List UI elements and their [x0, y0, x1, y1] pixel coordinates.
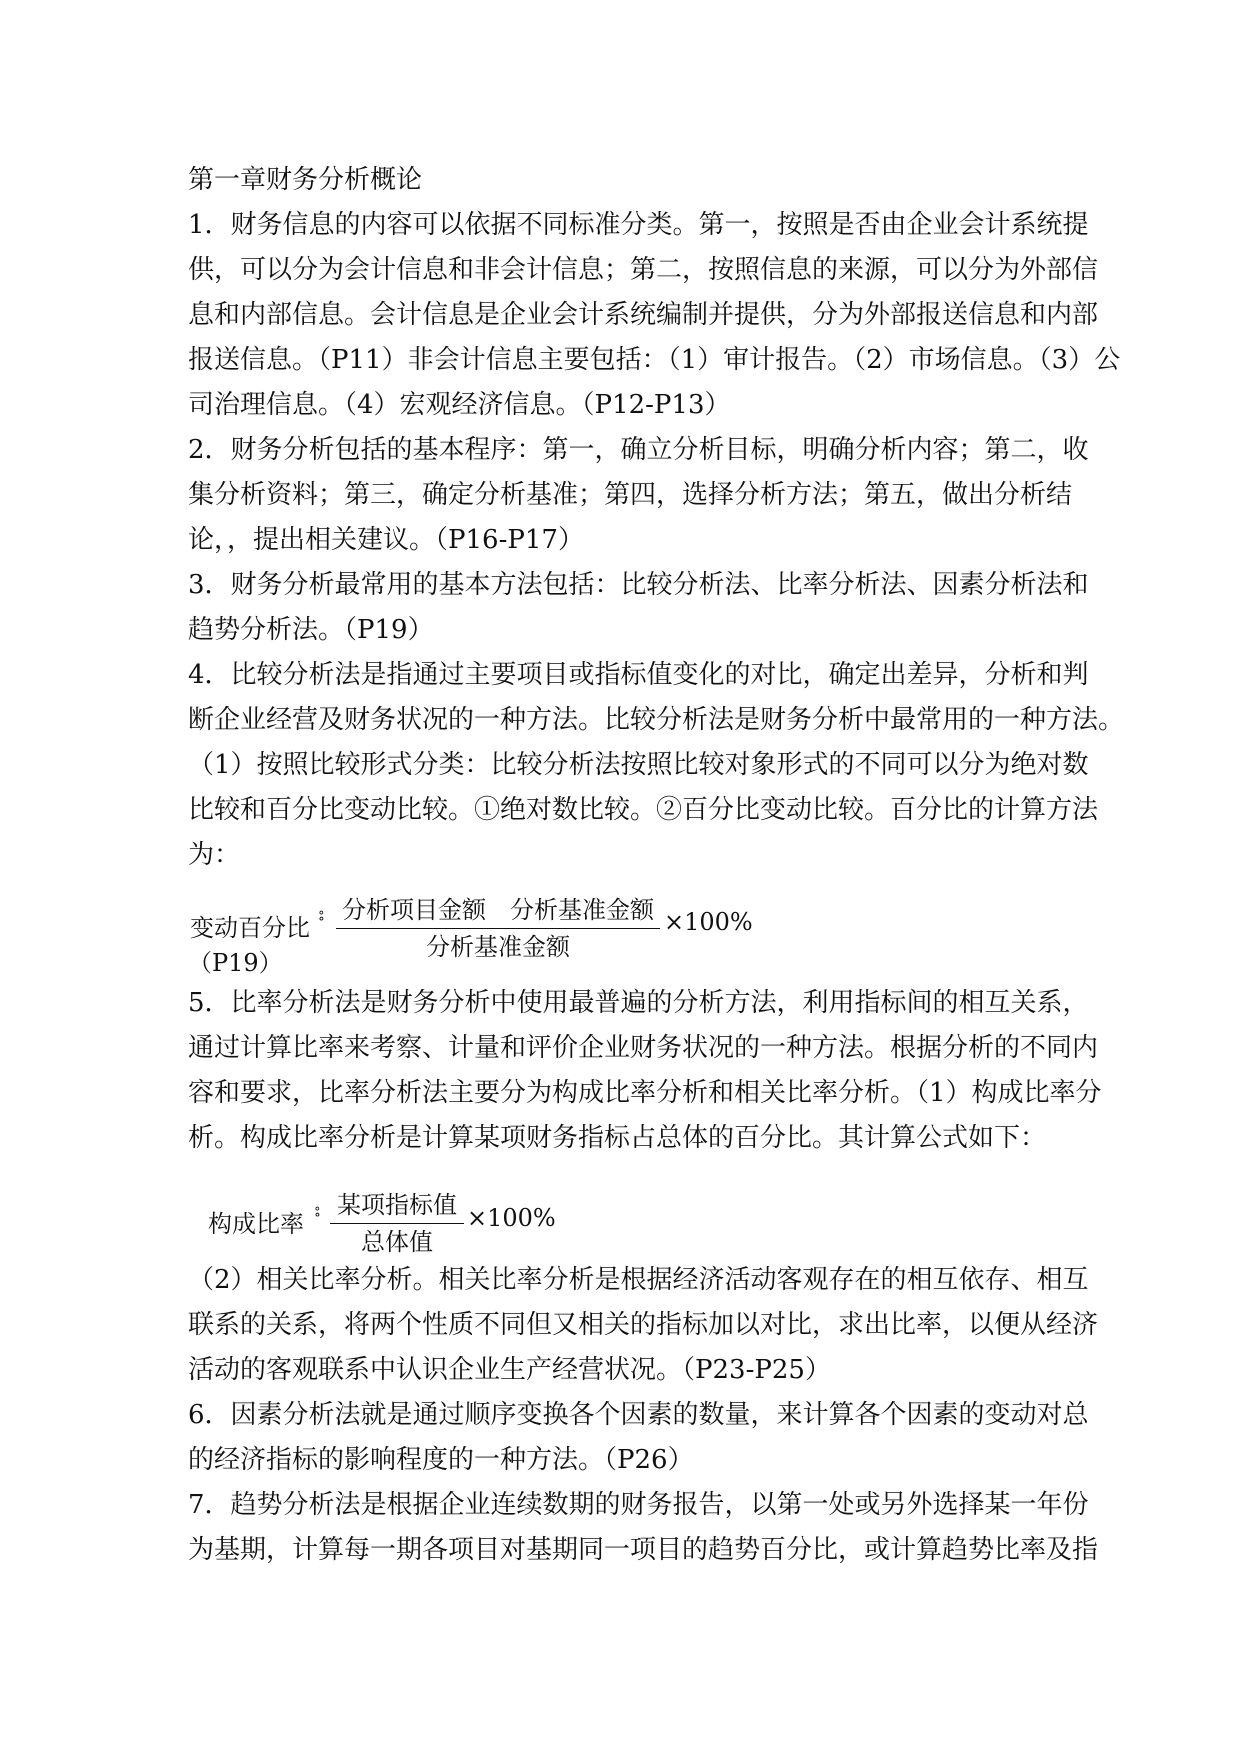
paragraph-4-line: （1）按照比较形式分类：比较分析法按照比较对象形式的不同可以分为绝对数 [188, 750, 1089, 780]
paragraph-1-line: 报送信息。（P11）非会计信息主要包括：（1）审计报告。（2）市场信息。（3）公 [188, 345, 1121, 375]
paragraph-5-line: 通过计算比率来考察、计量和评价企业财务状况的一种方法。根据分析的不同内 [188, 1033, 1099, 1063]
paragraph-2-line: 集分析资料；第三，确定分析基准；第四，选择分析方法；第五，做出分析结 [188, 480, 1073, 510]
formula-denominator: 总体值 [361, 1228, 433, 1256]
formula-lhs: 构成比率 [208, 1210, 304, 1238]
fraction-bar [330, 1223, 464, 1224]
paragraph-6-line: 的经济指标的影响程度的一种方法。（P26） [188, 1445, 694, 1475]
equals-sign: ∘̊ [314, 1207, 321, 1223]
paragraph-5-line: 容和要求，比率分析法主要分为构成比率分析和相关比率分析。（1）构成比率分 [188, 1078, 1102, 1108]
paragraph-1-line: 1．财务信息的内容可以依据不同标准分类。第一，按照是否由企业会计系统提 [188, 210, 1089, 240]
formula-lhs: 变动百分比 [190, 914, 310, 942]
equals-sign: ∘̊ [318, 911, 325, 927]
paragraph-5-line: 析。构成比率分析是计算某项财务指标占总体的百分比。其计算公式如下： [188, 1123, 1047, 1153]
paragraph-6-line: 6．因素分析法就是通过顺序变换各个因素的数量，来计算各个因素的变动对总 [188, 1400, 1089, 1430]
formula-multiplier: ×100% [664, 908, 753, 936]
paragraph-7-line: 7．趋势分析法是根据企业连续数期的财务报告，以第一处或另外选择某一年份 [188, 1490, 1089, 1520]
paragraph-5b-line: （2）相关比率分析。相关比率分析是根据经济活动客观存在的相互依存、相互 [188, 1265, 1089, 1295]
paragraph-1-line: 供，可以分为会计信息和非会计信息；第二，按照信息的来源，可以分为外部信 [188, 255, 1099, 285]
paragraph-2-line: 2．财务分析包括的基本程序：第一，确立分析目标，明确分析内容；第二，收 [188, 435, 1089, 465]
formula-multiplier: ×100% [467, 1204, 556, 1232]
paragraph-2-line: 论，，提出相关建议。（P16-P17） [188, 525, 584, 555]
paragraph-1-line: 司治理信息。（4）宏观经济信息。（P12-P13） [188, 390, 731, 420]
fraction-bar [336, 928, 660, 929]
chapter-title: 第一章财务分析概论 [188, 165, 423, 195]
paragraph-4-line: 4．比较分析法是指通过主要项目或指标值变化的对比，确定出差异，分析和判 [188, 660, 1089, 690]
paragraph-5b-line: 联系的关系，将两个性质不同但又相关的指标加以对比，求出比率，以便从经济 [188, 1310, 1099, 1340]
paragraph-3-line: 3．财务分析最常用的基本方法包括：比较分析法、比率分析法、因素分析法和 [188, 570, 1089, 600]
paragraph-5b-line: 活动的客观联系中认识企业生产经营状况。（P23-P25） [188, 1355, 831, 1385]
paragraph-3-line: 趋势分析法。（P19） [188, 615, 434, 645]
page-reference: （P19） [188, 949, 283, 977]
paragraph-4-line: 为： [188, 840, 241, 870]
paragraph-7-line: 为基期，计算每一期各项目对基期同一项目的趋势百分比，或计算趋势比率及指 [188, 1535, 1099, 1565]
paragraph-4-line: 比较和百分比变动比较。①绝对数比较。②百分比变动比较。百分比的计算方法 [188, 795, 1099, 825]
formula-numerator: 分析项目金额 分析基准金额 [342, 896, 654, 924]
paragraph-5-line: 5．比率分析法是财务分析中使用最普遍的分析方法，利用指标间的相互关系， [188, 988, 1089, 1018]
formula-numerator: 某项指标值 [337, 1191, 457, 1219]
paragraph-1-line: 息和内部信息。会计信息是企业会计系统编制并提供，分为外部报送信息和内部 [188, 300, 1099, 330]
formula-denominator: 分析基准金额 [426, 933, 570, 961]
paragraph-4-line: 断企业经营及财务状况的一种方法。比较分析法是财务分析中最常用的一种方法。 [188, 705, 1125, 735]
